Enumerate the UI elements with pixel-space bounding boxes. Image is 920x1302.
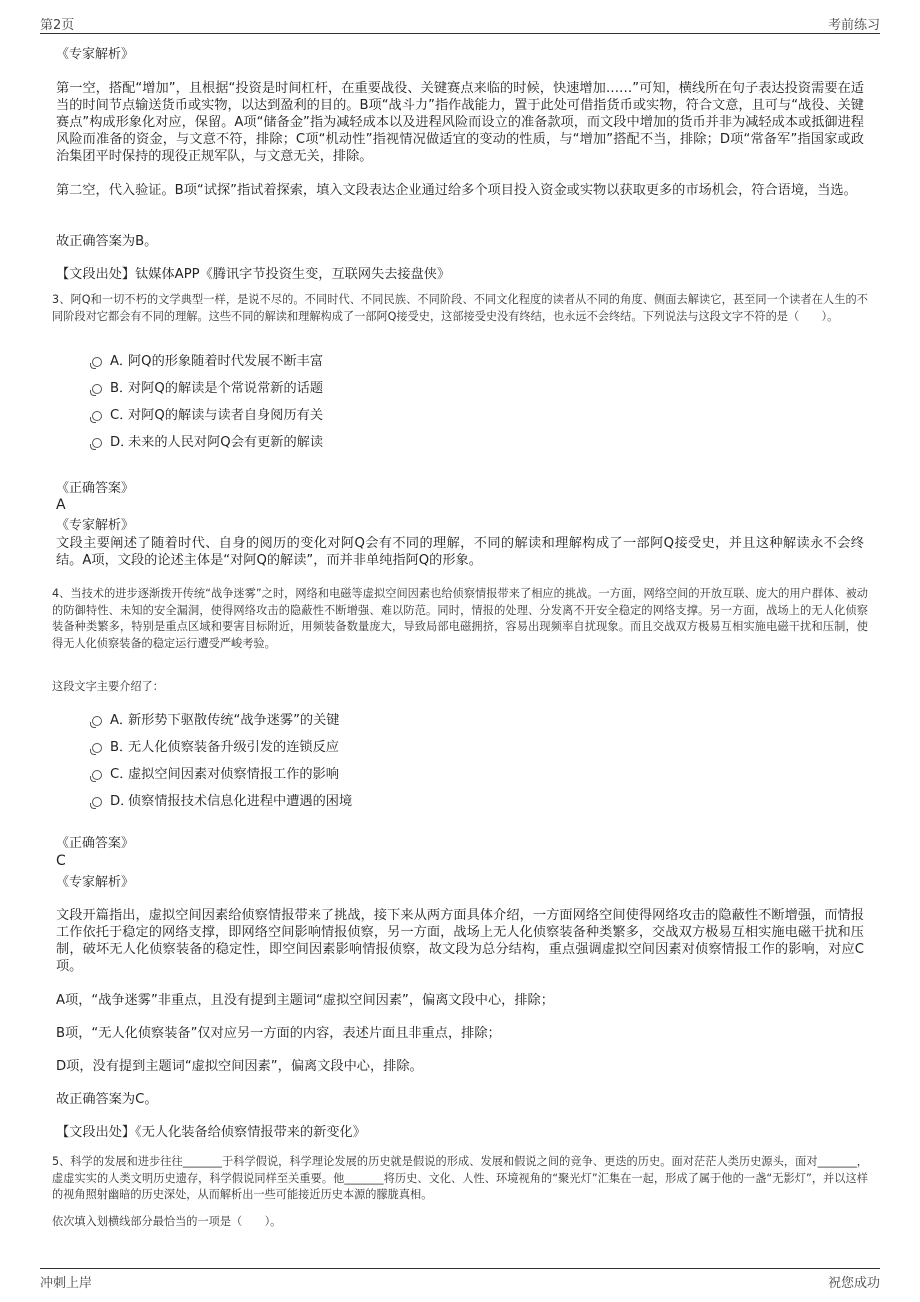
q3-option-b[interactable]: B．对阿Q的解读是个常说常新的话题	[92, 379, 323, 399]
page-number: 第2页	[40, 18, 75, 33]
q5-stem: 5、科学的发展和进步往往_______于科学假说，科学理论发展的历史就是假说的形成、发展和假说之间的竞争、更迭的历史。面对茫茫人类历史源头，面对_______，虚虚实实的人类文明历史遗存，科学假说同样至关重要。他_______将历史、文化、人性、环境视角的“聚光灯”汇集在一起，形成了属于他的一盏“无影灯”，并以这样的视角照射幽暗的历史深处，从而解析出一些可能接近历史本源的朦胧真相。	[52, 1155, 868, 1201]
q2-conclusion: 故正确答案为B。	[56, 234, 158, 249]
q4-conclusion: 故正确答案为C。	[56, 1092, 158, 1107]
q4-answer-label: 《正确答案》	[56, 836, 135, 851]
q4-stem: 4、当技术的进步逐渐拨开传统“战争迷雾”之时，网络和电磁等虚拟空间因素也给侦察情报带来了相应的挑战。一方面，网络空间的开放互联、庞大的用户群体、被动的防御特性、未知的安全漏洞，使得网络攻击的隐蔽性不断增强、难以防范。同时，情报的处理、分发离不开安全稳定的网络支撑。另一方面，战场上的无人化侦察装备种类繁多，特别是重点区域和要害目标附近，用频装备数量庞大，导致局部电磁拥挤，容易出现频率自扰现象。而且交战双方极易互相实施电磁干扰和压制，使得无人化侦察装备的稳定运行遭受严峻考验。	[52, 587, 868, 650]
q3-analysis: 文段主要阐述了随着时代、自身的阅历的变化对阿Q会有不同的理解，不同的解读和理解构成了一部阿Q接受史，并且这种解读永不会终结。A项，文段的论述主体是“对阿Q的解读”，而并非单纯指阿Q的形象。	[56, 536, 864, 568]
page-header	[40, 14, 880, 32]
radio-icon[interactable]	[92, 797, 102, 807]
q3-answer-label: 《正确答案》	[56, 481, 135, 496]
footer-left: 冲刺上岸	[40, 1276, 93, 1291]
q4-analysis-label: 《专家解析》	[56, 875, 135, 890]
q4-source: 【文段出处】《无人化装备给侦察情报带来的新变化》	[56, 1125, 366, 1140]
q4-note-a: A项，“战争迷雾”非重点，且没有提到主题词“虚拟空间因素”，偏离文段中心，排除；	[56, 993, 554, 1008]
q2-source: 【文段出处】钛媒体APP《腾讯字节投资生变，互联网失去接盘侠》	[56, 267, 451, 282]
radio-icon[interactable]	[92, 770, 102, 780]
q3-answer: A	[56, 497, 66, 513]
q2-analysis-label: 《专家解析》	[56, 47, 135, 62]
q4-answer: C	[56, 853, 66, 869]
header-title: 考前练习	[827, 18, 880, 33]
q4-option-a[interactable]: A．新形势下驱散传统“战争迷雾”的关键	[92, 711, 339, 731]
radio-icon[interactable]	[92, 743, 102, 753]
radio-icon[interactable]	[92, 384, 102, 394]
q4-option-b[interactable]: B．无人化侦察装备升级引发的连锁反应	[92, 738, 339, 758]
q4-note-d: D项，没有提到主题词“虚拟空间因素”，偏离文段中心，排除。	[56, 1059, 423, 1074]
q4-question: 这段文字主要介绍了：	[52, 680, 164, 693]
q4-option-d[interactable]: D．侦察情报技术信息化进程中遭遇的困境	[92, 792, 352, 812]
q3-option-c[interactable]: C．对阿Q的解读与读者自身阅历有关	[92, 406, 323, 426]
q2-analysis-p1: 第一空，搭配“增加”，且根据“投资是时间杠杆，在重要战役、关键赛点来临的时候，快速增加……”可知，横线所在句子表达投资需要在适当的时间节点输送货币或实物，以达到盈利的目的。B项“战斗力”指作战能力，置于此处可借指货币或实物，符合文意，且可与“战役、关键赛点”构成形象化对应，保留。A项“储备金”指为减轻成本以及进程风险而设立的准备款项，而文段中增加的货币并非为减轻成本或抵御进程风险而准备的资金，与文意不符，排除；C项“机动性”指视情况做适宜的变动的性质，与“增加”搭配不当，排除；D项“常备军”指国家或政治集团平时保持的现役正规军队，与文意无关，排除。	[56, 81, 864, 164]
footer-rule	[40, 1268, 880, 1269]
q4-analysis: 文段开篇指出，虚拟空间因素给侦察情报带来了挑战，接下来从两方面具体介绍，一方面网络空间使得网络攻击的隐蔽性不断增强，而情报工作依托于稳定的网络支撑，即网络空间影响情报侦察，另一方面，战场上无人化侦察装备种类繁多，交战双方极易互相实施电磁干扰和压制，破坏无人化侦察装备的稳定性，即空间因素影响情报侦察，故文段为总分结构，重点强调虚拟空间因素对侦察情报工作的影响，对应C项。	[56, 908, 864, 974]
radio-icon[interactable]	[92, 438, 102, 448]
q2-analysis-p2: 第二空，代入验证。B项“试探”指试着探索，填入文段表达企业通过给多个项目投入资金或实物以获取更多的市场机会，符合语境，当选。	[56, 183, 857, 198]
q4-option-c[interactable]: C．虚拟空间因素对侦察情报工作的影响	[92, 765, 339, 785]
q3-option-a[interactable]: A．阿Q的形象随着时代发展不断丰富	[92, 352, 323, 372]
radio-icon[interactable]	[92, 716, 102, 726]
q4-note-b: B项，“无人化侦察装备”仅对应另一方面的内容，表述片面且非重点，排除；	[56, 1026, 501, 1041]
q5-question: 依次填入划横线部分最恰当的一项是（ ）。	[52, 1215, 282, 1228]
q3-stem: 3、阿Q和一切不朽的文学典型一样，是说不尽的。不同时代、不同民族、不同阶段、不同文化程度的读者从不同的角度、侧面去解读它，甚至同一个读者在人生的不同阶段对它都会有不同的理解。这些不同的解读和理解构成了一部阿Q接受史，这部接受史没有终结，也永远不会终结。下列说法与这段文字不符的是（ ）。	[52, 293, 868, 323]
q3-analysis-label: 《专家解析》	[56, 518, 135, 533]
radio-icon[interactable]	[92, 357, 102, 367]
footer-right: 祝您成功	[827, 1276, 880, 1291]
radio-icon[interactable]	[92, 411, 102, 421]
q3-option-d[interactable]: D．未来的人民对阿Q会有更新的解读	[92, 433, 323, 453]
header-rule	[40, 33, 880, 34]
